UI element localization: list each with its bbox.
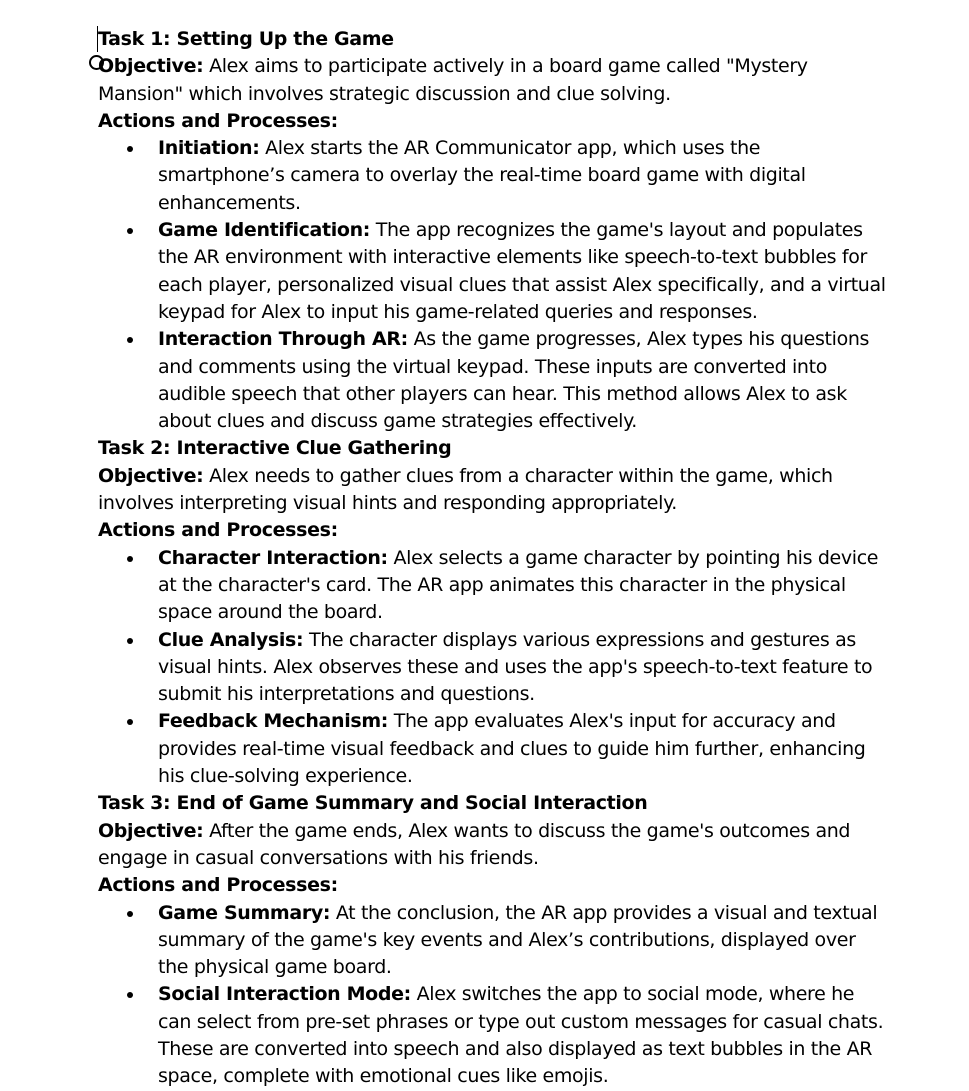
document-body[interactable] xyxy=(98,26,888,1091)
bullet-icon xyxy=(127,911,133,917)
item-label: Social Interaction Mode: xyxy=(158,983,411,1006)
bullet-icon xyxy=(127,992,133,998)
objective-label: Objective: xyxy=(98,819,204,842)
task-heading: Task 1: Setting Up the Game xyxy=(98,28,394,50)
task-section xyxy=(98,790,888,1090)
item-text: The app evaluates Alex's input for accuracy and provides real-time visual feedback and clues to guide him further, enhancing his clue-solving experience. xyxy=(158,710,866,788)
bullet-icon xyxy=(127,228,133,234)
list-item xyxy=(158,981,888,1090)
task-section xyxy=(98,26,888,435)
item-text: The app recognizes the game's layout and populates the AR environment with interactive elements like speech-to-text bubbles for each player, personalized visual clues that assist Alex specifically, and a virtual keypad for Alex to input his game-related queries and responses. xyxy=(158,219,886,323)
bullet-icon xyxy=(127,638,133,644)
objective-paragraph xyxy=(98,818,888,873)
actions-list xyxy=(98,900,888,1091)
objective-paragraph xyxy=(98,463,888,518)
actions-list xyxy=(98,545,888,791)
objective-text: Alex aims to participate actively in a board game called "Mystery Mansion" which involves strategic discussion and clue solving. xyxy=(98,55,808,105)
bullet-icon xyxy=(127,146,133,152)
item-label: Interaction Through AR: xyxy=(158,328,408,351)
item-label: Feedback Mechanism: xyxy=(158,710,389,733)
bullet-icon xyxy=(127,556,133,562)
list-item xyxy=(158,708,888,790)
actions-label: Actions and Processes: xyxy=(98,519,338,542)
list-item xyxy=(158,135,888,217)
list-item xyxy=(158,900,888,982)
item-text: Alex starts the AR Communicator app, which uses the smartphone’s camera to overlay the real-time board game with digital enhancements. xyxy=(158,137,806,214)
task-heading: Task 3: End of Game Summary and Social Interaction xyxy=(98,792,648,815)
item-label: Character Interaction: xyxy=(158,546,388,569)
objective-text: Alex needs to gather clues from a character within the game, which involves interpreting visual hints and responding appropriately. xyxy=(98,464,833,515)
list-item xyxy=(158,217,888,326)
list-item xyxy=(158,545,888,627)
list-item xyxy=(158,627,888,709)
bullet-icon xyxy=(127,719,133,725)
mouse-pointer-ring-icon xyxy=(89,55,104,70)
item-text: Alex selects a game character by pointing his device at the character's card. The AR app animates this character in the physical space around the board. xyxy=(158,546,879,624)
actions-label: Actions and Processes: xyxy=(98,109,338,132)
objective-text: After the game ends, Alex wants to discuss the game's outcomes and engage in casual conversations with his friends. xyxy=(98,819,851,869)
item-text: At the conclusion, the AR app provides a visual and textual summary of the game's key events and Alex’s contributions, displayed over the physical game board. xyxy=(158,901,878,979)
objective-paragraph xyxy=(98,53,888,108)
bullet-icon xyxy=(127,337,133,343)
text-caret xyxy=(97,26,98,52)
item-text: The character displays various expressions and gestures as visual hints. Alex observes these and uses the app's speech-to-text feature to submit his interpretations and questions. xyxy=(158,628,873,706)
item-label: Game Summary: xyxy=(158,901,331,924)
objective-label: Objective: xyxy=(98,464,204,487)
task-heading: Task 2: Interactive Clue Gathering xyxy=(98,437,452,460)
task-section xyxy=(98,435,888,790)
item-label: Initiation: xyxy=(158,137,260,160)
objective-label: Objective: xyxy=(98,55,204,78)
item-text: As the game progresses, Alex types his questions and comments using the virtual keypad. These inputs are converted into audible speech that other players can hear. This method allows Alex to ask about clues and discuss game strategies effectively. xyxy=(158,328,870,433)
list-item xyxy=(158,326,888,435)
item-label: Game Identification: xyxy=(158,219,371,242)
item-text: Alex switches the app to social mode, where he can select from pre-set phrases or type out custom messages for casual chats. These are converted into speech and also displayed as text bubbles in the AR space, complete with emotional cues like emojis. xyxy=(158,983,884,1088)
item-label: Clue Analysis: xyxy=(158,628,304,651)
actions-label: Actions and Processes: xyxy=(98,874,338,897)
actions-list xyxy=(98,135,888,435)
